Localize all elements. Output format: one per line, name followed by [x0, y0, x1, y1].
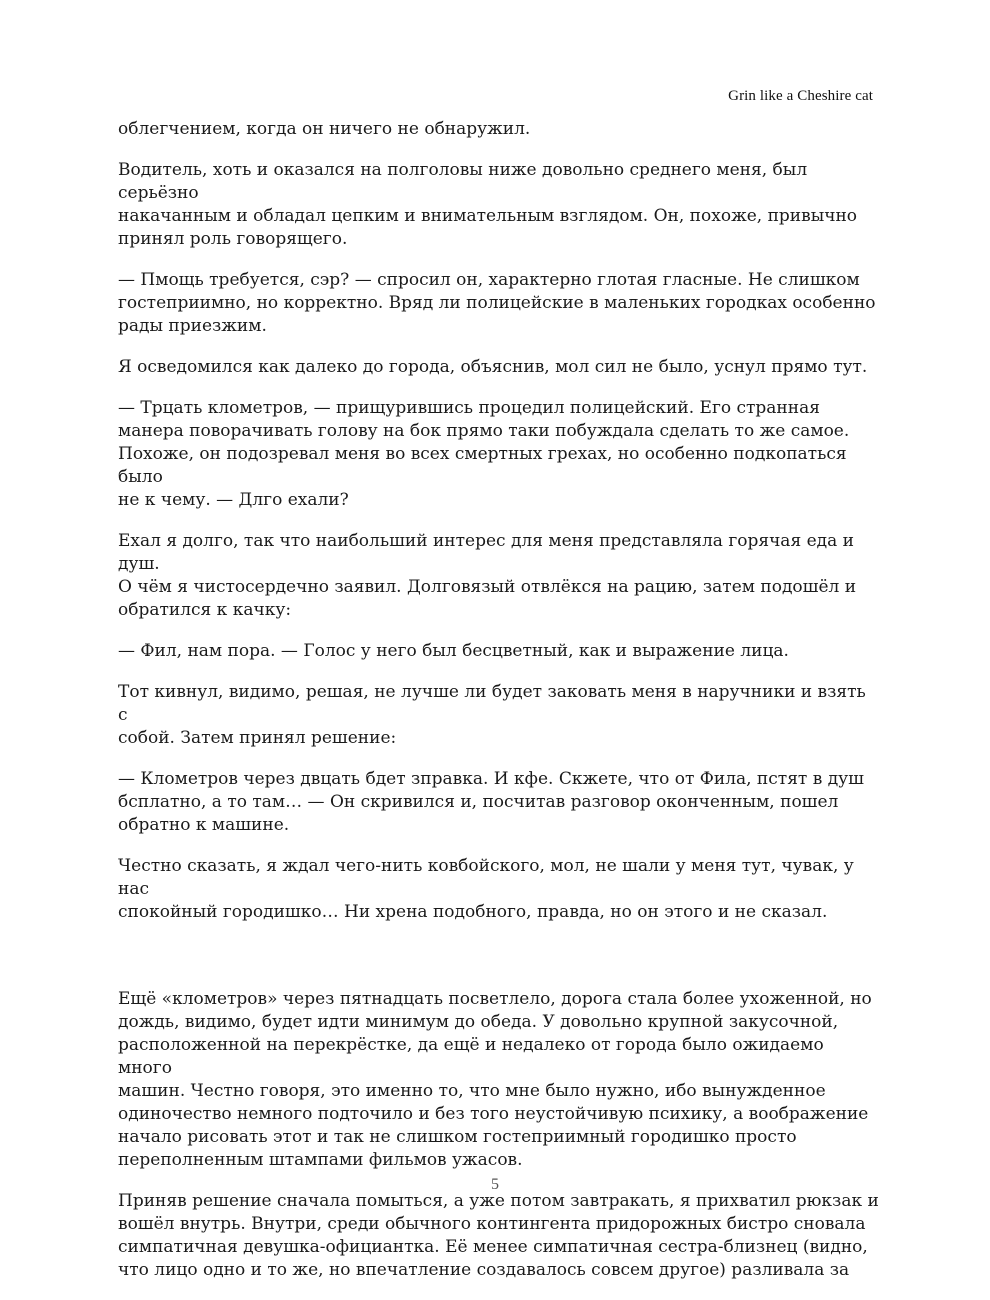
- paragraph: — Фил, нам пора. — Голос у него был бесцветный, как и выражение лица.: [118, 641, 789, 661]
- body-text: [118, 118, 880, 1300]
- paragraph: — Пмощь требуется, сэр? — спросил он, характерно глотая гласные. Не слишком гостеприимно, но корректно. Вряд ли полицейские в маленьких городках особенно рады приезжим.: [118, 270, 876, 336]
- paragraph: Водитель, хоть и оказался на полголовы ниже довольно среднего меня, был серьёзно накачанным и обладал цепким и внимательным взглядом. Он, похоже, привычно принял роль говорящего.: [118, 160, 858, 249]
- running-header: Grin like a Cheshire cat: [728, 88, 873, 104]
- paragraph: — Клометров через двцать бдет зправка. И кфе. Скжете, что от Фила, пстят в душ бсплатно, а то там… — Он скривился и, посчитав разговор оконченным, пошел обратно к машине.: [118, 769, 864, 835]
- paragraph: облегчением, когда он ничего не обнаружил.: [118, 119, 531, 139]
- paragraph: — Трцать клометров, — прищурившись процедил полицейский. Его странная манера поворачивать голову на бок прямо таки побуждала сделать то же самое. Похоже, он подозревал меня во всех смертных грехах, но особенно подкопаться было не к чему. — Длго ехали?: [118, 398, 850, 510]
- paragraph: Ехал я долго, так что наибольший интерес для меня представляла горячая еда и душ. О чём я чистосердечно заявил. Долговязый отвлёкся на рацию, затем подошёл и обратился к качку:: [118, 531, 857, 620]
- paragraph: Ещё «клометров» через пятнадцать посветлело, дорога стала более ухоженной, но дождь, видимо, будет идти минимум до обеда. У довольно крупной закусочной, расположенной на перекрёстке, да ещё и недалеко от города было ожидаемо много машин. Честно говоря, это именно то, что мне было нужно, ибо вынужденное одиночество немного подточило и без того неустойчивую психику, а воображение начало рисовать этот и так не слишком гостеприимный городишко просто переполненным штампами фильмов ужасов.: [118, 989, 872, 1170]
- paragraph: Честно сказать, я ждал чего-нить ковбойского, мол, не шали у меня тут, чувак, у нас спокойный городишко… Ни хрена подобного, правда, но он этого и не сказал.: [118, 856, 854, 922]
- page-number: 5: [491, 1176, 499, 1193]
- section-break: [118, 942, 880, 988]
- paragraph: Я осведомился как далеко до города, объяснив, мол сил не было, уснул прямо тут.: [118, 357, 868, 377]
- paragraph: Приняв решение сначала помыться, а уже потом завтракать, я прихватил рюкзак и вошёл внутрь. Внутри, среди обычного контингента придорожных бистро сновала симпатичная девушка-официантка. Её менее симпатичная сестра-близнец (видно, что лицо одно и то же, но впечатление создавалось совсем другое) разливала за: [118, 1191, 879, 1280]
- paragraph: Тот кивнул, видимо, решая, не лучше ли будет заковать меня в наручники и взять с собой. Затем принял решение:: [118, 682, 866, 748]
